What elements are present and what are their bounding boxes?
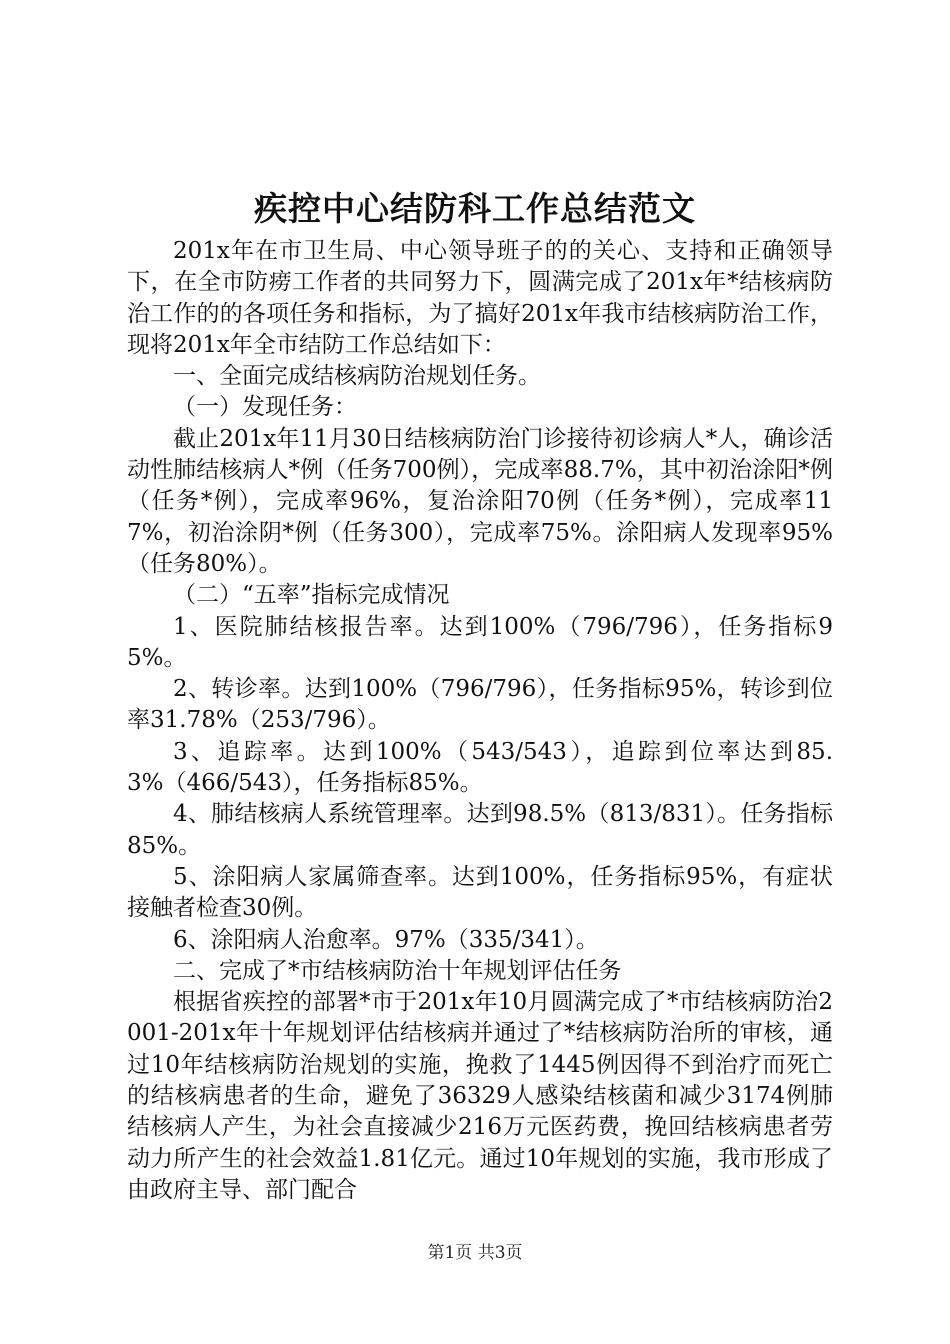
paragraph-discovery: 截止201x年11月30日结核病防治门诊接待初诊病人*人，确诊活动性肺结核病人*例（任务700例），完成率88.7%，其中初治涂阳*例（任务*例），完成率96%，复治涂阳70例（任务*例），完成率117%，初治涂阴*例（任务300），完成率75%。涂阳病人发现率95%（任务80%）。 <box>127 425 833 577</box>
paragraph-intro: 201x年在市卫生局、中心领导班子的的关心、支持和正确领导下，在全市防痨工作者的共同努力下，圆满完成了201x年*结核病防治工作的的各项任务和指标，为了搞好201x年我市结核病防治工作，现将201x年全市结防工作总结如下： <box>127 238 833 358</box>
list-item-3: 3、追踪率。达到100%（543/543），追踪到位率达到85.3%（466/543），任务指标85%。 <box>127 738 833 797</box>
document-title: 疾控中心结防科工作总结范文 <box>254 189 696 228</box>
heading-section-2: 二、完成了*市结核病防治十年规划评估任务 <box>173 957 622 984</box>
list-item-4: 4、肺结核病人系统管理率。达到98.5%（813/831）。任务指标85%。 <box>127 801 833 859</box>
list-item-2: 2、转诊率。达到100%（796/796），任务指标95%，转诊到位率31.78%（253/796）。 <box>127 676 833 734</box>
document-body <box>127 236 833 1206</box>
heading-section-1: 一、全面完成结核病防治规划任务。 <box>173 363 541 390</box>
heading-subsection-1: （一）发现任务： <box>173 394 357 421</box>
page-number-footer: 第1页 共3页 <box>427 1243 523 1263</box>
list-item-1: 1、医院肺结核报告率。达到100%（796/796），任务指标95%。 <box>127 613 833 671</box>
paragraph-evaluation: 根据省疾控的部署*市于201x年10月圆满完成了*市结核病防治2001-201x年十年规划评估结核病并通过了*结核病防治所的审核，通过10年结核病防治规划的实施，挽救了1445例因得不到治疗而死亡的结核病患者的生命，避免了36329人感染结核菌和减少3174例肺结核病人产生，为社会直接减少216万元医药费，挽回结核病患者劳动力所产生的社会效益1.81亿元。通过10年规划的实施，我市形成了由政府主导、部门配合 <box>127 989 833 1203</box>
list-item-5: 5、涂阳病人家属筛查率。达到100%，任务指标95%，有症状接触者检查30例。 <box>127 863 833 922</box>
list-item-6: 6、涂阳病人治愈率。97%（335/341）。 <box>173 926 599 953</box>
heading-subsection-2: （二）“五率”指标完成情况 <box>173 582 450 609</box>
